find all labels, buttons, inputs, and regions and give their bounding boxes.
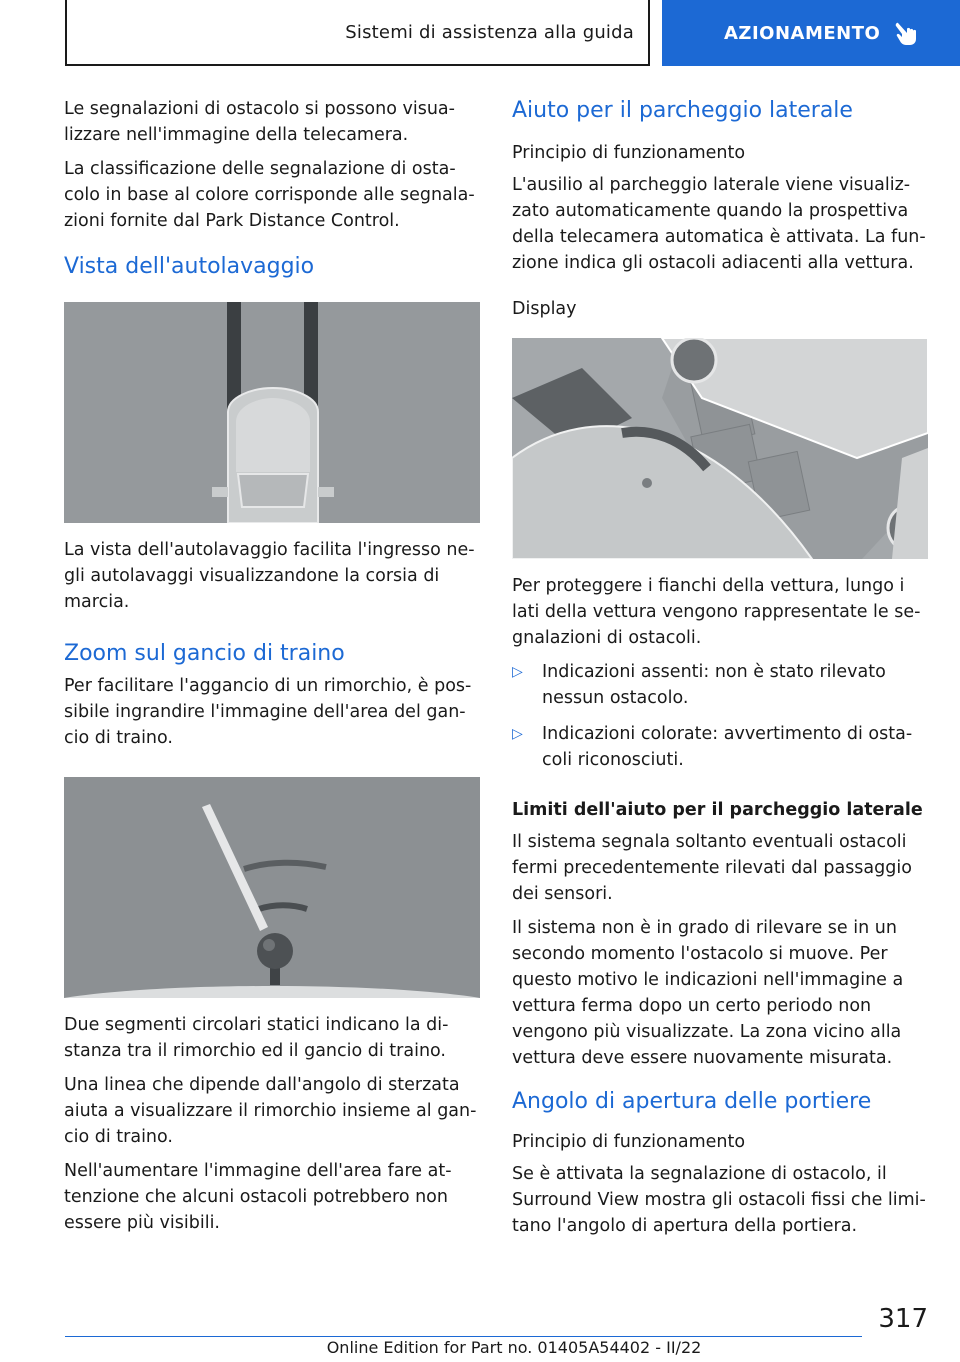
hand-pointer-icon	[894, 19, 920, 47]
left-column	[64, 96, 480, 1244]
subheading-limits: Limiti dell'aiuto per il parcheggio laterale	[512, 800, 923, 820]
tow-hook-illustration	[64, 777, 480, 998]
heading-door-opening-angle: Angolo di apertura delle portiere	[512, 1089, 872, 1114]
footer-edition: Online Edition for Part no. 01405A54402 - II/22	[326, 1338, 702, 1357]
paragraph: Il sistema non è in grado di rilevare se in un secondo momento l'ostacolo si muove. Per questo motivo le indicazioni nell'immagine a vettura ferma dopo un certo periodo non vengono più visualizzate. La zona vicino alla vettura deve essere nuovamente misurata.	[512, 918, 904, 1068]
heading-tow-hook-zoom: Zoom sul gancio di traino	[64, 641, 345, 666]
heading-car-wash-view: Vista dell'autolavaggio	[64, 254, 315, 279]
paragraph: Per facilitare l'aggancio di un rimorchio, è possibile ingrandire l'immagine dell'area del gancio di traino.	[64, 676, 472, 748]
header-chapter-title: AZIONAMENTO	[724, 22, 881, 44]
header-section-box	[65, 0, 650, 66]
footer-divider	[65, 1336, 862, 1337]
right-column	[512, 96, 928, 1247]
paragraph: Nell'aumentare l'immagine dell'area fare attenzione che alcuni ostacoli potrebbero non essere più visibili.	[64, 1161, 452, 1233]
triangle-bullet-icon: ▷	[512, 726, 523, 742]
paragraph: L'ausilio al parcheggio laterale viene visualizzato automaticamente quando la prospettiva della telecamera automatica è attivata. La funzione indica gli ostacoli adiacenti alla vettura.	[512, 175, 926, 273]
car-wash-illustration	[64, 302, 480, 523]
page-number: 317	[878, 1304, 928, 1334]
paragraph: La classificazione delle segnalazione di ostacolo in base al colore corrisponde alle segnalazioni fornite dal Park Distance Control.	[64, 159, 475, 231]
paragraph: Due segmenti circolari statici indicano la distanza tra il rimorchio ed il gancio di traino.	[64, 1015, 449, 1061]
list-item-text: Indicazioni assenti: non è stato rilevato nessun ostacolo.	[542, 662, 886, 708]
car-wash-view-figure	[64, 302, 480, 523]
indicator-list	[512, 659, 928, 773]
header-chapter-tab[interactable]	[662, 0, 960, 66]
subheading-principle-2: Principio di funzionamento	[512, 1132, 746, 1152]
subheading-display: Display	[512, 299, 577, 319]
paragraph: Se è attivata la segnalazione di ostacolo, il Surround View mostra gli ostacoli fissi che limitano l'angolo di apertura della portiera.	[512, 1164, 926, 1236]
side-parking-display-figure	[512, 338, 928, 559]
paragraph: La vista dell'autolavaggio facilita l'ingresso negli autolavaggi visualizzandone la corsia di marcia.	[64, 540, 475, 612]
paragraph: Per proteggere i fianchi della vettura, lungo i lati della vettura vengono rappresentate le segnalazioni di ostacoli.	[512, 576, 921, 648]
subheading-principle: Principio di funzionamento	[512, 143, 746, 163]
heading-side-parking-aid: Aiuto per il parcheggio laterale	[512, 98, 853, 123]
tow-hook-zoom-figure	[64, 777, 480, 998]
list-item-text: Indicazioni colorate: avvertimento di ostacoli riconosciuti.	[542, 724, 913, 770]
list-item	[512, 659, 928, 711]
header-section-title: Sistemi di assistenza alla guida	[345, 21, 634, 43]
paragraph: Il sistema segnala soltanto eventuali ostacoli fermi precedentemente rilevati dal passaggio dei sensori.	[512, 832, 912, 904]
paragraph: Una linea che dipende dall'angolo di sterzata aiuta a visualizzare il rimorchio insieme al gancio di traino.	[64, 1075, 477, 1147]
side-parking-illustration	[512, 338, 928, 559]
paragraph: Le segnalazioni di ostacolo si possono visualizzare nell'immagine della telecamera.	[64, 99, 455, 145]
list-item	[512, 721, 928, 773]
triangle-bullet-icon: ▷	[512, 664, 523, 680]
